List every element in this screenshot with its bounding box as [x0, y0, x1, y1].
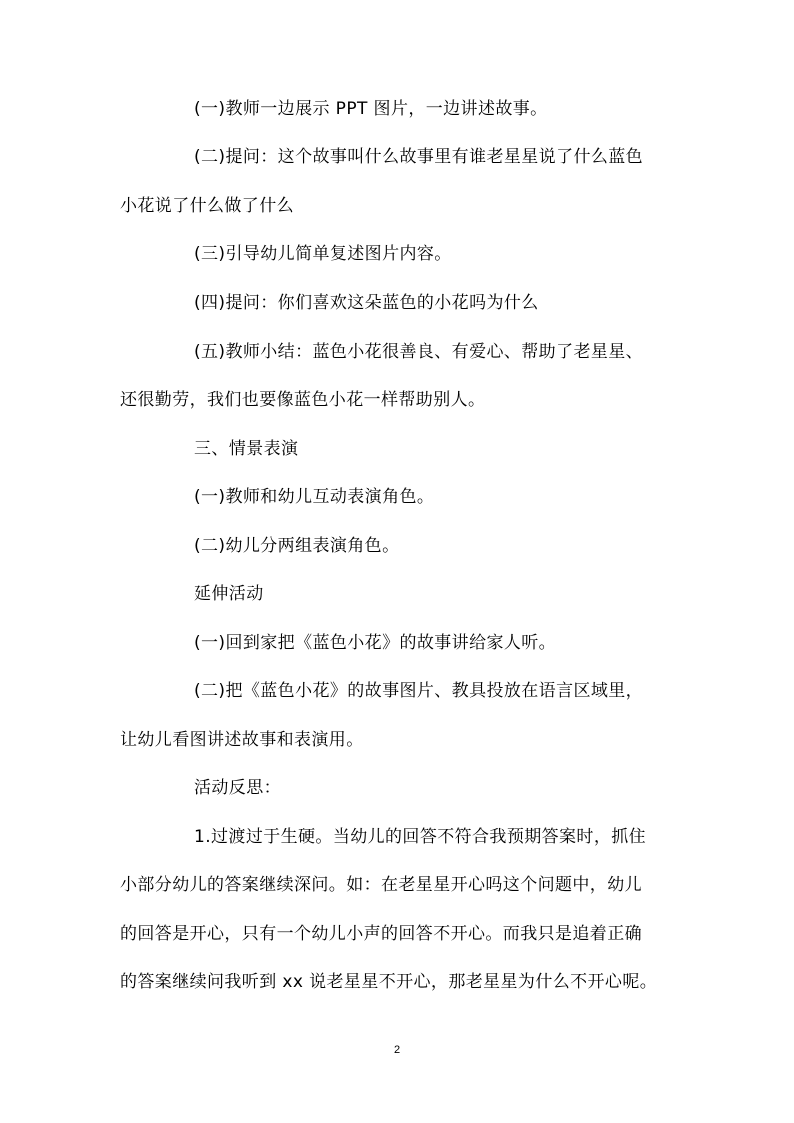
text-line-3: 小花说了什么做了什么 [120, 196, 294, 216]
text-line-6: (五)教师小结：蓝色小花很善良、有爱心、帮助了老星星、 [194, 342, 644, 362]
text-line-12: (一)回到家把《蓝色小花》的故事讲给家人听。 [194, 633, 557, 653]
text-line-2: (二)提问：这个故事叫什么故事里有谁老星星说了什么蓝色 [194, 147, 644, 167]
text-line-5: (四)提问：你们喜欢这朵蓝色的小花吗为什么 [194, 293, 539, 313]
text-line-4: (三)引导幼儿简单复述图片内容。 [194, 244, 452, 264]
subsection-heading: 延伸活动 [194, 584, 264, 604]
text-line-1: (一)教师一边展示 PPT 图片，一边讲述故事。 [194, 99, 548, 119]
page-number: 2 [393, 1044, 401, 1056]
text-line-14: 让幼儿看图讲述故事和表演用。 [120, 730, 364, 750]
section-heading: 三、情景表演 [194, 439, 299, 459]
text-line-13: (二)把《蓝色小花》的故事图片、教具投放在语言区域里， [194, 681, 644, 701]
text-line-16: 1.过渡过于生硬。当幼儿的回答不符合我预期答案时，抓住 [194, 827, 647, 847]
text-line-17: 小部分幼儿的答案继续深问。如：在老星星开心吗这个问题中，幼儿 [120, 875, 642, 895]
text-line-9: (一)教师和幼儿互动表演角色。 [194, 487, 435, 507]
reflection-heading: 活动反思： [194, 778, 281, 798]
text-line-7: 还很勤劳，我们也要像蓝色小花一样帮助别人。 [120, 390, 486, 410]
text-line-18: 的回答是开心，只有一个幼儿小声的回答不开心。而我只是追着正确 [120, 924, 642, 944]
text-line-10: (二)幼儿分两组表演角色。 [194, 536, 400, 556]
text-line-19: 的答案继续问我听到 xx 说老星星不开心，那老星星为什么不开心呢。 [120, 972, 658, 992]
